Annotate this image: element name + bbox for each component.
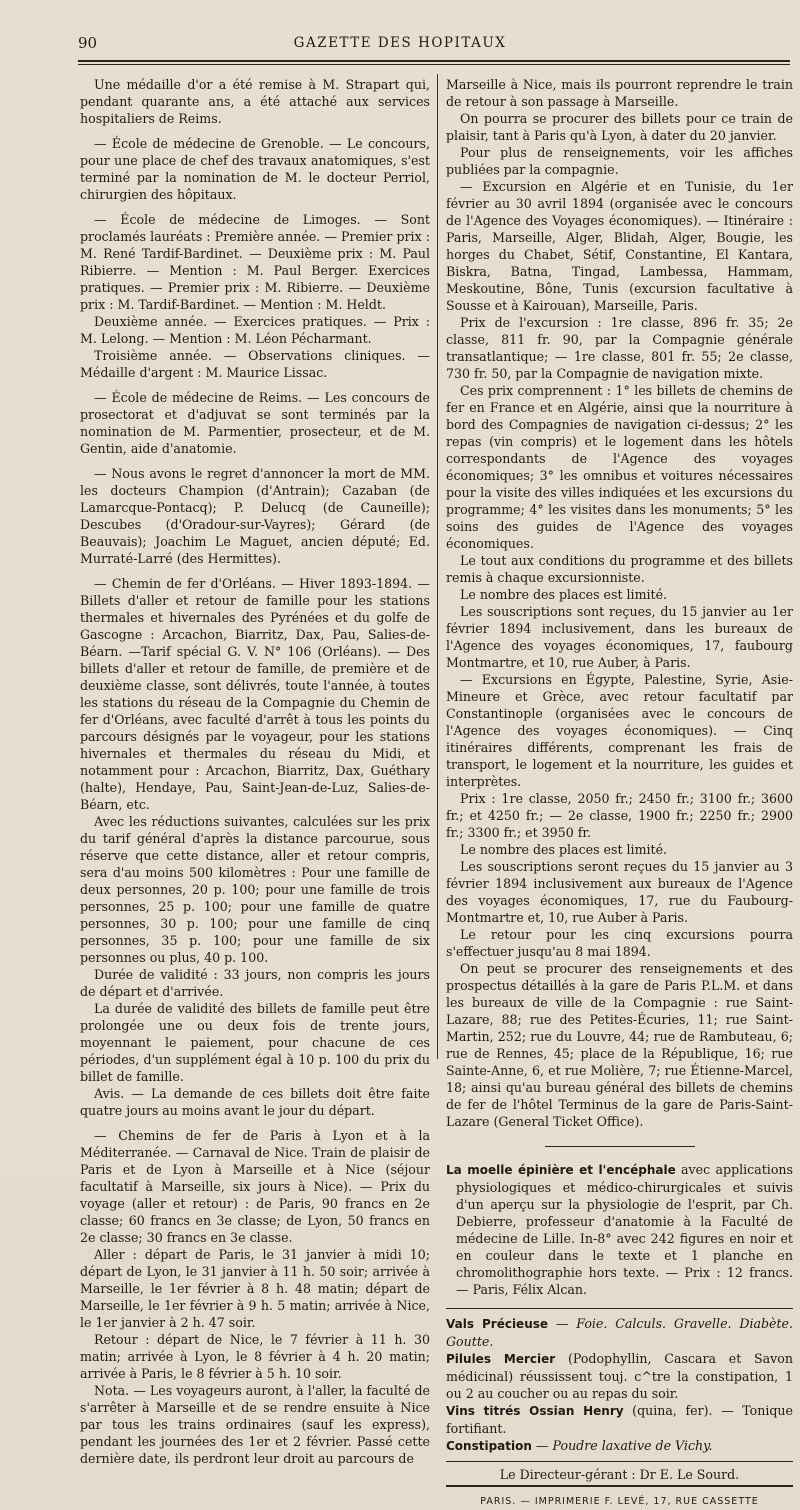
ad-name: Vals Précieuse (446, 1317, 549, 1331)
right-column (446, 76, 793, 1510)
paragraph: — École de médecine de Reims. — Les concours de prosectorat et d'adjuvat se sont terminés par la nomination de M. Parmentier, prosecteur, et de M. Gentin, aide d'anatomie. (80, 390, 430, 456)
paragraph: Prix de l'excursion : 1re classe, 896 fr. 35; 2e classe, 811 fr. 90, par la Compagnie générale transatlantique; — 1re classe, 801 fr. 55; 2e classe, 730 fr. 50, par la Compagnie de navigation mixte. (446, 315, 793, 381)
ad-item (446, 1402, 793, 1437)
paragraph: Le nombre des places est limité. (460, 587, 668, 602)
column-divider (437, 74, 438, 1059)
paragraph: Ces prix comprennent : 1° les billets de chemins de fer en France et en Algérie, ainsi que la nourriture à bord des Compagnies de navigation ci-dessus; 2° les repas (vin compris) et le logement dans les hôtels correspondants de l'Agence des voyages économiques; 3° les omnibus et voitures nécessaires pour la visite des villes indiquées et les excursions du programme; 4° les visites dans les monuments; 5° les soins des guides de l'Agence des voyages économiques. (446, 383, 793, 551)
paragraph: Les souscriptions seront reçues du 15 janvier au 3 février 1894 inclusivement aux bureaux de l'Agence des voyages économiques, 17, rue du Faubourg-Montmartre et, 10, rue Auber à Paris. (446, 859, 793, 925)
running-title: GAZETTE DES HOPITAUX (293, 35, 507, 51)
paragraph: On pourra se procurer des billets pour ce train de plaisir, tant à Paris qu'à Lyon, à dater du 20 janvier. (446, 111, 793, 143)
paragraph: Le retour pour les cinq excursions pourra s'effectuer jusqu'au 8 mai 1894. (446, 927, 793, 959)
paragraph: Aller : départ de Paris, le 31 janvier à midi 10; départ de Lyon, le 31 janvier à 11 h. 50 soir; arrivée à Marseille, le 1er février à 8 h. 48 matin; départ de Marseille, le 1er février à 9 h. 5 matin; arrivée à Nice, le 1er janvier à 2 h. 47 soir. (80, 1247, 430, 1330)
left-column (80, 76, 430, 1467)
paragraph: — École de médecine de Limoges. — Sont proclamés lauréats : Première année. — Premier prix : M. René Tardif-Bardinet. — Deuxième prix : M. Paul Ribierre. — Mention : M. Paul Berger. Exercices pratiques. — Premier prix : M. Ribierre. — Deuxième prix : M. Tardif-Bardinet. — Mention : M. Heldt. (80, 212, 430, 312)
ad-name: Vins titrés Ossian Henry (446, 1404, 624, 1418)
paragraph: Prix : 1re classe, 2050 fr.; 2450 fr.; 3100 fr.; 3600 fr.; et 4250 fr.; — 2e classe, 1900 fr.; 2250 fr.; 2900 fr.; 3300 fr.; et 3950 fr. (446, 791, 793, 840)
paragraph: La durée de validité des billets de famille peut être prolongée une ou deux fois de trente jours, moyennant le paiement, pour chacune de ces périodes, d'un supplément égal à 10 p. 100 du prix du billet de famille. (80, 1001, 430, 1084)
paragraph: Retour : départ de Nice, le 7 février à 11 h. 30 matin; arrivée à Lyon, le 8 février à 4 h. 20 matin; arrivée à Paris, le 8 février à 5 h. 10 soir. (80, 1332, 430, 1381)
signature-rule-thick (446, 1485, 793, 1487)
page-header (0, 34, 800, 56)
ad-name: Pilules Mercier (446, 1352, 556, 1366)
section-separator (545, 1146, 695, 1147)
paragraph: Le nombre des places est limité. (460, 842, 668, 857)
printer-imprint: PARIS. — IMPRIMERIE F. LEVÉ, 17, RUE CASSETTE (480, 1496, 759, 1507)
paragraph: Avis. — La demande de ces billets doit être faite quatre jours au moins avant le jour du départ. (80, 1086, 430, 1118)
paragraph: Pour plus de renseignements, voir les affiches publiées par la compagnie. (446, 145, 793, 177)
paragraph: On peut se procurer des renseignements et des prospectus détaillés à la gare de Paris P.L.M. et dans les bureaux de ville de la Compagnie : rue Saint-Lazare, 88; rue des Petites-Écuries, 11; rue Saint-Martin, 252; rue du Louvre, 44; rue de Rambuteau, 6; rue de Rennes, 45; place de la République, 16; rue Sainte-Anne, 6, et rue Molière, 7; rue Étienne-Marcel, 18; ainsi qu'au bureau général des billets de chemins de fer de l'hôtel Terminus de la gare de Paris-Saint-Lazare (General Ticket Office). (446, 961, 793, 1129)
ads-rule (446, 1308, 793, 1309)
ad-item (446, 1350, 793, 1402)
paragraph: Le tout aux conditions du programme et des billets remis à chaque excursionniste. (446, 553, 793, 585)
publication-title: La moelle épinière et l'encéphale (446, 1163, 676, 1177)
ad-item (446, 1315, 793, 1350)
paragraph: Nota. — Les voyageurs auront, à l'aller, la faculté de s'arrêter à Marseille et de se rendre ensuite à Nice par tous les trains ordinaires (sauf les express), pendant les journées des 1er et 2 février. Passé cette dernière date, ils perdront leur droit au parcours de (80, 1383, 430, 1466)
paragraph: Marseille à Nice, mais ils pourront reprendre le train de retour à son passage à Marseille. (446, 77, 793, 109)
paragraph: Les souscriptions sont reçues, du 15 janvier au 1er février 1894 inclusivement, dans les bureaux de l'Agence des voyages économiques, 17, faubourg Montmartre, et 10, rue Auber, à Paris. (446, 604, 793, 670)
paragraph: — École de médecine de Grenoble. — Le concours, pour une place de chef des travaux anatomiques, s'est terminé par la nomination de M. le docteur Perriol, chirurgien des hôpitaux. (80, 136, 430, 202)
paragraph: Durée de validité : 33 jours, non compris les jours de départ et d'arrivée. (80, 967, 430, 999)
paragraph: Une médaille d'or a été remise à M. Strapart qui, pendant quarante ans, a été attaché aux services hospitaliers de Reims. (80, 77, 430, 126)
advertisements (446, 1315, 793, 1455)
director-signature: Le Directeur-gérant : Dr E. Le Sourd. (499, 1467, 740, 1482)
paragraph: — Chemin de fer d'Orléans. — Hiver 1893-1894. — Billets d'aller et retour de famille pour les stations thermales et hivernales des Pyrénées et du golfe de Gascogne : Arcachon, Biarritz, Dax, Pau, Salies-de-Béarn. —Tarif spécial G. V. N° 106 (Orléans). — Des billets d'aller et retour de famille, de première et de deuxième classe, sont délivrés, toute l'année, à toutes les stations du réseau de la Compagnie du Chemin de fer d'Orléans, avec faculté d'arrêt à tous les points du parcours désignés par le voyageur, pour les stations hivernales et thermales du réseau du Midi, et notamment pour : Arcachon, Biarritz, Dax, Guéthary (halte), Hendaye, Pau, Saint-Jean-de-Luz, Salies-de-Béarn, etc. (80, 576, 430, 812)
paragraph: Avec les réductions suivantes, calculées sur les prix du tarif général d'après la distance parcourue, sous réserve que cette distance, aller et retour compris, sera d'au moins 500 kilomètres : Pour une famille de deux personnes, 20 p. 100; pour une famille de trois personnes, 25 p. 100; pour une famille de quatre personnes, 30 p. 100; pour une famille de cinq personnes, 35 p. 100; pour une famille de six personnes ou plus, 40 p. 100. (80, 814, 430, 965)
paragraph: Troisième année. — Observations cliniques. — Médaille d'argent : M. Maurice Lissac. (80, 348, 430, 380)
paragraph: — Chemins de fer de Paris à Lyon et à la Méditerranée. — Carnaval de Nice. Train de plaisir de Paris et de Lyon à Marseille et à Nice (séjour facultatif à Marseille, six jours à Nice). — Prix du voyage (aller et retour) : de Paris, 90 francs en 2e classe; 60 francs en 3e classe; de Lyon, 50 francs en 2e classe; 30 francs en 3e classe. (80, 1128, 430, 1245)
ad-text: (Podophyllin, Cascara et Savon médicinal) réussissent touj. c^tre la constipation, 1 ou 2 au coucher ou au repas du soir. (446, 1351, 793, 1401)
publication-notice (446, 1161, 793, 1298)
publication-text: avec applications physiologiques et médico-chirurgicales et suivis d'un aperçu sur la physiologie de l'esprit, par Ch. Debierre, professeur d'anatomie à la Faculté de médecine de Lille. In-8° avec 242 figures en noir et en couleur dans le texte et 1 planche en chromolithographie hors texte. — Prix : 12 francs. — Paris, Félix Alcan. (456, 1162, 793, 1297)
header-rule (78, 60, 790, 62)
ad-text: (quina, fer). — Tonique fortifiant. (446, 1403, 793, 1436)
ad-text: — Poudre laxative de Vichy. (531, 1438, 713, 1453)
paragraph: Deuxième année. — Exercices pratiques. — Prix : M. Lelong. — Mention : M. Léon Pécharmant. (80, 314, 430, 346)
ad-name: Constipation (446, 1439, 532, 1453)
header-rule-thin (78, 64, 790, 65)
ad-item (446, 1437, 793, 1455)
ad-text: — Foie. Calculs. Gravelle. Diabète. Goutte. (446, 1316, 794, 1349)
paragraph: — Excursion en Algérie et en Tunisie, du 1er février au 30 avril 1894 (organisée avec le concours de l'Agence des Voyages économiques). — Itinéraire : Paris, Marseille, Alger, Blidah, Alger, Bougie, les horges du Chabet, Sétif, Constantine, El Kantara, Biskra, Batna, Tingad, Lambessa, Hammam, Meskoutine, Bône, Tunis (excursion facultative à Sousse et à Kairouan), Marseille, Paris. (446, 179, 793, 313)
paragraph: — Excursions en Égypte, Palestine, Syrie, Asie-Mineure et Grèce, avec retour facultatif par Constantinople (organisées avec le concours de l'Agence des voyages économiques). — Cinq itinéraires différents, comprenant les frais de transport, le logement et la nourriture, les guides et interprètes. (446, 672, 793, 789)
paragraph: — Nous avons le regret d'annoncer la mort de MM. les docteurs Champion (d'Antrain); Cazaban (de Lamarcque-Pontacq); P. Delucq (de Cauneille); Descubes (d'Oradour-sur-Vayres); Gérard (de Beauvais); Joachim Le Maguet, ancien député; Ed. Murraté-Larré (des Hermittes). (80, 466, 430, 566)
page-number: 90 (78, 34, 98, 52)
signature-rule (446, 1461, 793, 1462)
